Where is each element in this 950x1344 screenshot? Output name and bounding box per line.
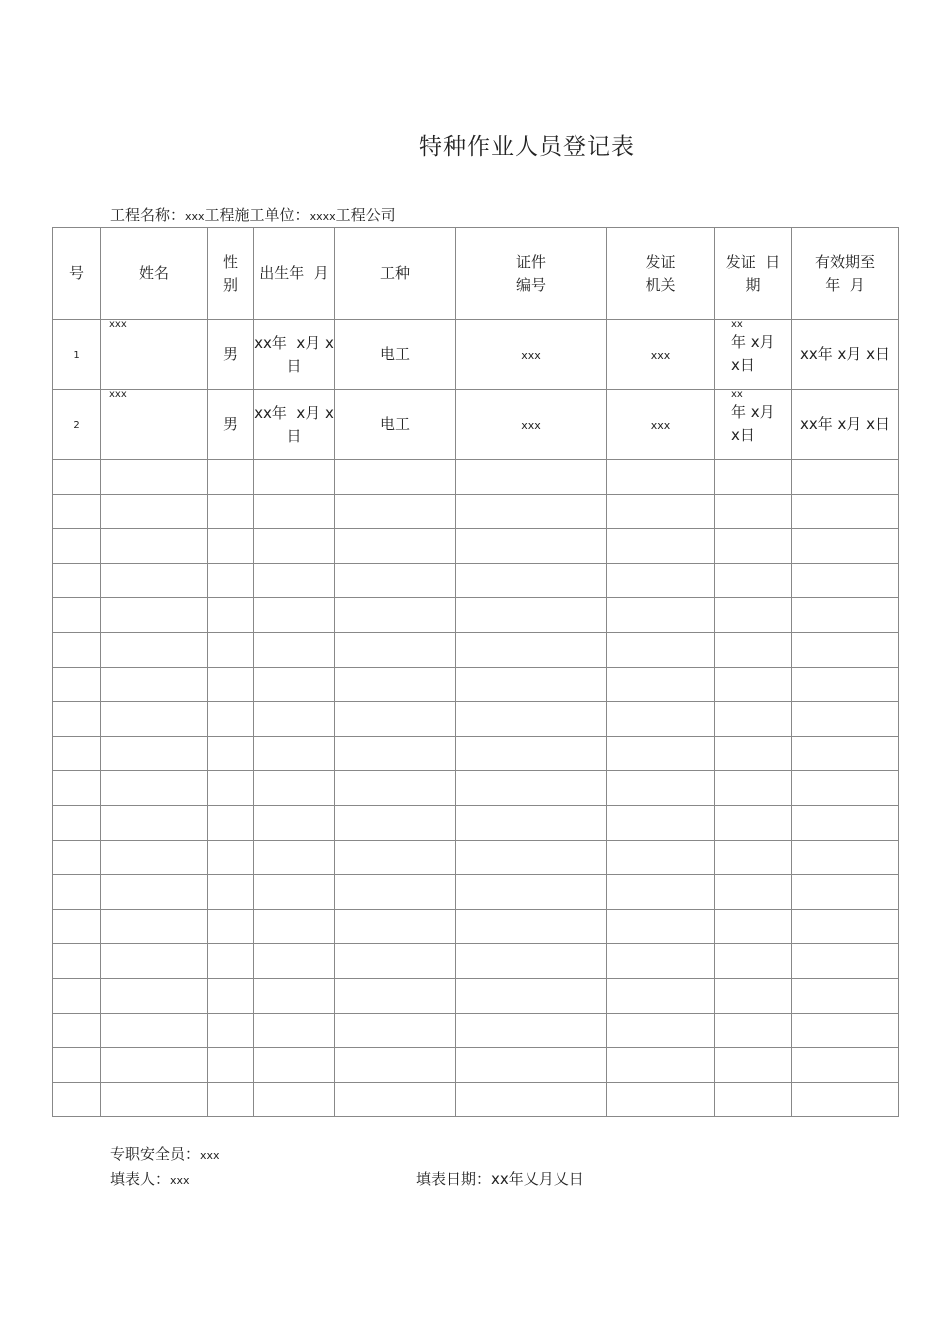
page-title: 特种作业人员登记表 — [419, 134, 635, 160]
table-row — [53, 320, 899, 390]
fill-date — [416, 1168, 584, 1189]
blank-row — [53, 460, 899, 495]
header-valid-until: 有效期至 年 月 — [792, 228, 899, 320]
safety-officer-value: xxx — [200, 1149, 220, 1162]
registration-table — [52, 227, 899, 1117]
project-name-label: 工程名称： — [110, 206, 186, 224]
blank-row — [53, 702, 899, 737]
blank-row — [53, 494, 899, 529]
row-birth: xx年 x月 x 日 — [254, 390, 335, 460]
construction-unit-suffix: 工程公司 — [335, 206, 396, 224]
header-cert-number: 证件 编号 — [456, 228, 607, 320]
row-cert-number: xxx — [456, 390, 607, 460]
blank-row — [53, 667, 899, 702]
header-no: 号 — [53, 228, 101, 320]
blank-row — [53, 563, 899, 598]
blank-row — [53, 632, 899, 667]
header-trade: 工种 — [335, 228, 456, 320]
table-row — [53, 390, 899, 460]
blank-row — [53, 529, 899, 564]
blank-row — [53, 1048, 899, 1083]
blank-row — [53, 736, 899, 771]
blank-row — [53, 875, 899, 910]
project-info — [110, 204, 396, 225]
blank-row — [53, 909, 899, 944]
safety-officer-label: 专职安全员： — [110, 1145, 201, 1163]
row-no: 1 — [53, 320, 101, 390]
project-name-value: xxx — [185, 210, 205, 223]
blank-row — [53, 944, 899, 979]
row-name: xxx — [101, 320, 208, 390]
header-gender: 性 别 — [208, 228, 254, 320]
header-issuer: 发证 机关 — [607, 228, 715, 320]
blank-row — [53, 1082, 899, 1117]
blank-row — [53, 771, 899, 806]
fill-date-value: xx年乂月乂日 — [491, 1170, 584, 1188]
row-valid-until: xx年 x月 x日 — [792, 320, 899, 390]
row-issuer: xxx — [607, 390, 715, 460]
row-issuer: xxx — [607, 320, 715, 390]
blank-row — [53, 840, 899, 875]
row-trade: 电工 — [335, 390, 456, 460]
header-issue-date: 发证 日 期 — [715, 228, 792, 320]
row-gender: 男 — [208, 320, 254, 390]
form-filler-label: 填表人： — [110, 1170, 171, 1188]
safety-officer — [110, 1143, 220, 1164]
header-birth: 出生年 月 — [254, 228, 335, 320]
row-issue-date: xx 年 x月 x日 — [715, 320, 792, 390]
form-filler-value: xxx — [170, 1174, 190, 1187]
header-name: 姓名 — [101, 228, 208, 320]
row-issue-date: xx 年 x月 x日 — [715, 390, 792, 460]
construction-unit-value: xxxx — [309, 210, 336, 223]
row-name: xxx — [101, 390, 208, 460]
row-gender: 男 — [208, 390, 254, 460]
blank-row — [53, 805, 899, 840]
blank-row — [53, 978, 899, 1013]
row-valid-until: xx年 x月 x日 — [792, 390, 899, 460]
form-filler — [110, 1168, 190, 1189]
construction-unit-label: 工程施工单位： — [204, 206, 310, 224]
row-no: 2 — [53, 390, 101, 460]
row-birth: xx年 x月 x 日 — [254, 320, 335, 390]
row-trade: 电工 — [335, 320, 456, 390]
table-header-row — [53, 228, 899, 320]
fill-date-label: 填表日期： — [416, 1170, 492, 1188]
row-cert-number: xxx — [456, 320, 607, 390]
blank-row — [53, 1013, 899, 1048]
blank-row — [53, 598, 899, 633]
